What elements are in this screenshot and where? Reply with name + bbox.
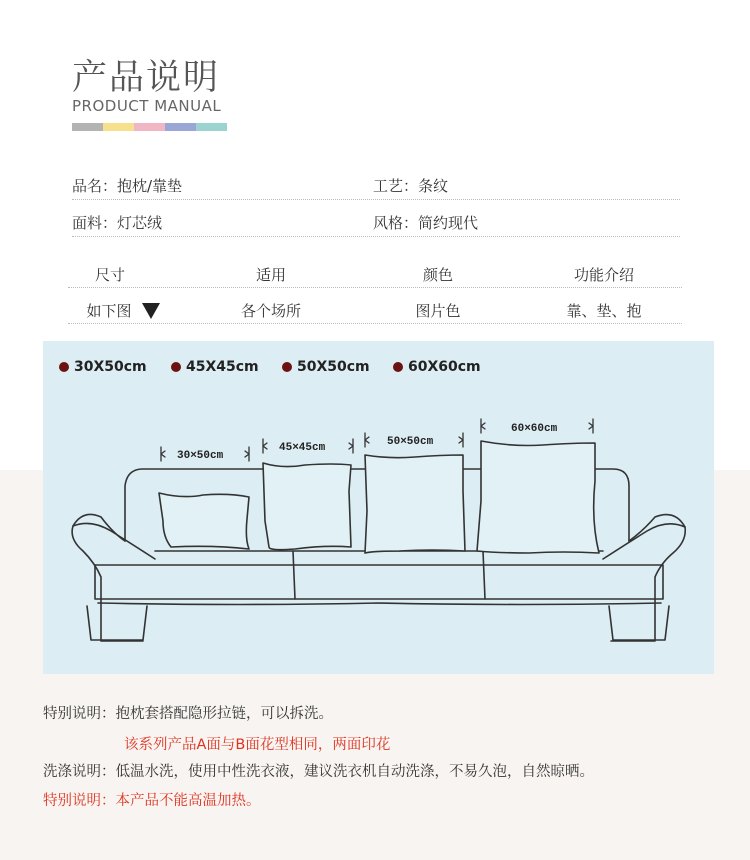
- dimension-30x50: 30×50cm: [177, 450, 224, 462]
- page-title: 产品说明: [72, 58, 221, 98]
- swatch-pink: [134, 123, 165, 131]
- pillow-50x50: [365, 455, 465, 553]
- pillow-45x45: [263, 463, 351, 550]
- sofa-seat-divisions: [293, 551, 485, 599]
- spec-value-row: [68, 295, 682, 324]
- spec-value-color: 图片色: [415, 302, 461, 320]
- swatch-teal: [196, 123, 227, 131]
- sofa-illustration: [43, 341, 714, 674]
- sofa-left-leg: [87, 606, 147, 640]
- spec-size-text: 如下图: [86, 302, 132, 320]
- spec-header-function: 功能介绍: [573, 266, 634, 284]
- series-note: 该系列产品A面与B面花型相同，两面印花: [124, 737, 391, 753]
- sofa-base: [98, 603, 661, 605]
- special-note: [43, 702, 333, 723]
- legend-label: 50X50cm: [297, 359, 370, 375]
- dimension-60x60: 60×60cm: [511, 423, 558, 435]
- warning-note: [43, 789, 261, 810]
- wash-note-label: 洗涤说明：: [43, 764, 116, 780]
- product-fabric: 面料：灯芯绒: [72, 214, 163, 232]
- spec-value-function: 靠、垫、抱: [566, 302, 642, 320]
- color-swatch-strip: [72, 123, 227, 131]
- spec-header-usage: 适用: [255, 266, 286, 284]
- legend-label: 60X60cm: [408, 359, 481, 375]
- spec-value-size: [48, 300, 198, 321]
- product-craft: 工艺：条纹: [373, 177, 449, 195]
- spec-header-row: [68, 259, 682, 288]
- dimension-50x50: 50×50cm: [387, 436, 434, 448]
- spec-header-color: 颜色: [422, 266, 453, 284]
- size-diagram-panel: [43, 341, 714, 674]
- sofa-seat-front: [95, 565, 663, 599]
- legend-label: 30X50cm: [74, 359, 147, 375]
- wash-note-text: 低温水洗，使用中性洗衣液，建议洗衣机自动洗涤，不易久泡，自然晾晒。: [115, 764, 594, 780]
- triangle-down-icon: [142, 303, 160, 319]
- dimension-45x45: 45×45cm: [279, 442, 326, 454]
- page-subtitle: PRODUCT MANUAL: [72, 97, 222, 115]
- wash-note: [43, 760, 594, 781]
- special-note-text: 抱枕套搭配隐形拉链，可以拆洗。: [115, 706, 333, 722]
- swatch-yellow: [103, 123, 134, 131]
- pillow-60x60: [477, 441, 599, 553]
- spec-header-size: 尺寸: [94, 266, 125, 284]
- product-style: 风格：简约现代: [373, 214, 479, 232]
- sofa-left-arm: [72, 514, 143, 641]
- product-name: 品名：抱枕/靠垫: [72, 177, 183, 195]
- sofa-right-leg: [609, 606, 669, 640]
- warning-note-label: 特别说明：: [43, 793, 116, 809]
- info-row-fabric: [72, 206, 680, 237]
- sofa-right-arm: [611, 515, 685, 641]
- swatch-blue: [165, 123, 196, 131]
- swatch-gray: [72, 123, 103, 131]
- info-row-name: [72, 169, 680, 200]
- legend-label: 45X45cm: [186, 359, 259, 375]
- special-note-label: 特别说明：: [43, 706, 116, 722]
- spec-value-usage: 各个场所: [240, 302, 301, 320]
- pillow-30x50: [159, 493, 249, 549]
- warning-note-text: 本产品不能高温加热。: [115, 793, 261, 809]
